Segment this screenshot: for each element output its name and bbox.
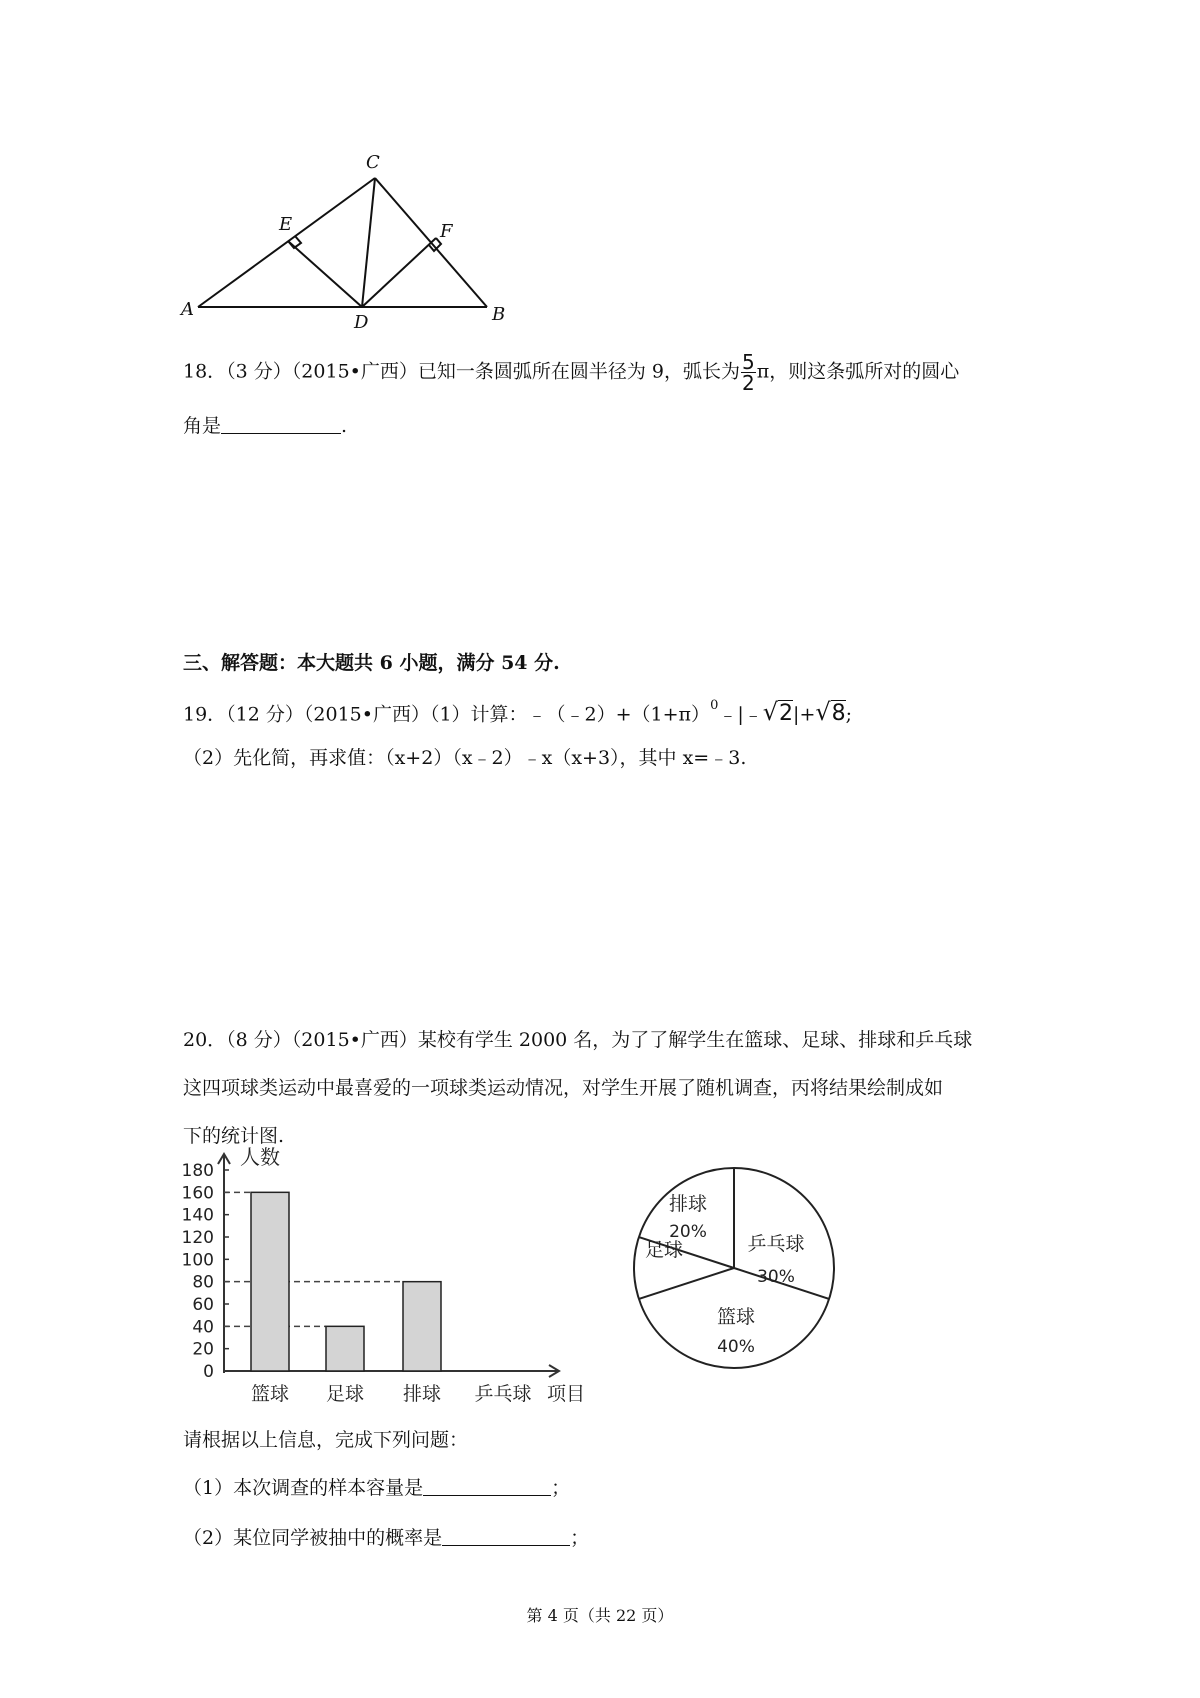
pie-slice-percent: 20%: [669, 1222, 707, 1242]
q18-line2-prefix: 角是: [183, 415, 222, 437]
y-tick-label: 120: [181, 1228, 214, 1248]
q18-line2-suffix: .: [341, 415, 348, 437]
page-footer: 第 4 页（共 22 页）: [526, 1606, 674, 1625]
pie-slice-percent: 40%: [717, 1337, 755, 1357]
x-tick-label: 足球: [325, 1383, 365, 1405]
label-F: F: [440, 221, 453, 242]
y-tick-label: 180: [181, 1161, 214, 1181]
label-A: A: [181, 299, 194, 320]
label-B: B: [492, 304, 506, 325]
q20-sub2: [183, 1525, 589, 1551]
q20-line1: 20．（8 分）（2015•广西）某校有学生 2000 名，为了了解学生在篮球、足球、排球和乒乓球: [183, 1029, 973, 1051]
q19-sqrt-2: √2: [762, 698, 794, 727]
q18-frac-den: 2: [742, 371, 755, 395]
x-axis-label: 项目: [547, 1383, 586, 1405]
label-E: E: [279, 214, 293, 235]
y-tick-label: 60: [192, 1295, 214, 1315]
pie-slice-label: 篮球: [716, 1306, 756, 1328]
x-tick-label: 篮球: [250, 1383, 290, 1405]
pie-slice-label: 乒乓球: [747, 1233, 805, 1255]
x-tick-label: 乒乓球: [474, 1383, 532, 1405]
y-tick-label: 80: [192, 1272, 214, 1293]
q20-sub2-blank[interactable]: [442, 1527, 570, 1546]
q20-sub1-prefix: （1）本次调查的样本容量是: [183, 1477, 424, 1499]
q19-text-prefix: 19．（12 分）（2015•广西）（1）计算：﹣（﹣2）+（1+π）: [183, 703, 711, 726]
y-tick-label: 0: [203, 1362, 214, 1382]
label-D: D: [354, 312, 369, 333]
q19-text-suffix: ;: [845, 703, 853, 726]
y-tick-label: 20: [192, 1339, 214, 1360]
y-axis-label: 人数: [240, 1145, 280, 1169]
y-tick-label: 160: [181, 1183, 214, 1204]
y-tick-label: 40: [192, 1317, 214, 1338]
q18-frac-num: 5: [742, 350, 755, 374]
pie-slice-label: 足球: [644, 1239, 684, 1261]
q20-line2: 这四项球类运动中最喜爱的一项球类运动情况，对学生开展了随机调查，丙将结果绘制成如: [183, 1077, 944, 1099]
section3-heading: 三、解答题：本大题共 6 小题，满分 54 分.: [183, 652, 560, 674]
q20-sub1-suffix: ；: [551, 1477, 571, 1499]
x-tick-label: 排球: [402, 1383, 442, 1405]
q18-text-suffix: π，则这条弧所对的圆心: [756, 360, 960, 383]
q20-sub1-blank[interactable]: [423, 1477, 551, 1496]
q19-text-mid: ﹣|﹣: [718, 703, 763, 726]
q20-sub1: [183, 1475, 570, 1501]
pie-slice-label: 排球: [668, 1193, 708, 1215]
label-C: C: [366, 152, 380, 173]
q20-prompt: 请根据以上信息，完成下列问题：: [183, 1429, 469, 1451]
q20-line3: 下的统计图.: [183, 1125, 285, 1147]
y-tick-label: 140: [181, 1205, 214, 1226]
q19-text-mid2: |+: [793, 703, 816, 726]
q19-exponent: 0: [710, 698, 719, 713]
q19-sqrt-8: √8: [815, 698, 846, 727]
q20-sub2-prefix: （2）某位同学被抽中的概率是: [183, 1527, 443, 1549]
y-tick-label: 100: [181, 1250, 214, 1271]
q19-line2: （2）先化简，再求值：（x+2）（x﹣2）﹣x（x+3），其中 x=﹣3.: [183, 747, 747, 769]
q20-sub2-suffix: ；: [570, 1527, 590, 1549]
q18-text-prefix: 18．（3 分）（2015•广西）已知一条圆弧所在圆半径为 9，弧长为: [183, 360, 740, 383]
pie-slice-percent: 30%: [757, 1267, 795, 1287]
